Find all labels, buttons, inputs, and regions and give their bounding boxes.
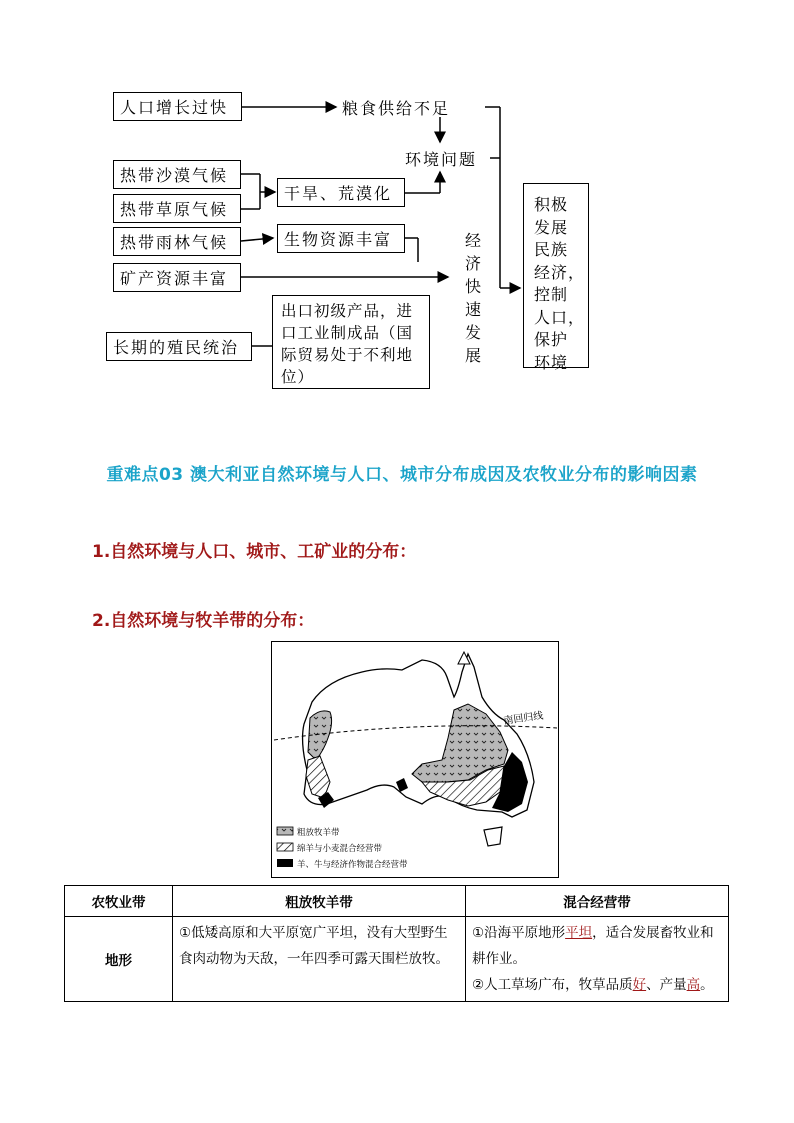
legend-extensive: 粗放牧羊带 — [297, 828, 340, 838]
agriculture-table — [64, 885, 729, 1002]
flow-box-mineral-resources: 矿产资源丰富 — [113, 263, 241, 292]
flow-box-biological-resources: 生物资源丰富 — [277, 224, 405, 253]
flow-text-environment-problems: 环境问题 — [405, 150, 478, 169]
section-title — [72, 453, 732, 497]
flow-text-rapid-economic-growth: 经济快速发展 — [464, 231, 481, 365]
australia-sheep-belt-map — [271, 641, 559, 878]
header-mixed: 混合经营带 — [466, 886, 729, 917]
flow-box-rainforest-climate: 热带雨林气候 — [113, 227, 241, 256]
header-extensive: 粗放牧羊带 — [173, 886, 466, 917]
table-header-row — [65, 886, 729, 917]
australia-map-svg — [272, 642, 557, 876]
flow-text-food-shortage: 粮食供给不足 — [342, 99, 451, 118]
flow-box-goal: 积极 发展 民族 经济， 控制 人口， 保护 环境 — [523, 183, 589, 368]
flow-box-colonial-rule: 长期的殖民统治 — [106, 332, 252, 361]
flow-box-desert-climate: 热带沙漠气候 — [113, 160, 241, 189]
mixed-point-1: ①沿海平原地形平坦，适合发展畜牧业和耕作业。 — [472, 925, 714, 967]
cell-extensive-terrain: ①低矮高原和大平原宽广平坦，没有大型野生食肉动物为天敌，一年四季可露天围栏放牧。 — [173, 917, 466, 1002]
tasmania — [484, 827, 502, 846]
flow-box-population-growth: 人口增长过快 — [113, 92, 242, 121]
mixed-point-2: ②人工草场广布，牧草品质好、产量高。 — [472, 977, 714, 993]
map-legend — [277, 827, 408, 870]
section-title-text: 重难点03 澳大利亚自然环境与人口、城市分布成因及农牧业分布的影响因素 — [106, 465, 698, 485]
table-row-terrain — [65, 917, 729, 1002]
flow-box-trade-disadvantage: 出口初级产品，进口工业制成品（国际贸易处于不利地位） — [272, 295, 430, 389]
header-belt: 农牧业带 — [65, 886, 173, 917]
cell-mixed-terrain — [466, 917, 729, 1002]
flow-box-savanna-climate: 热带草原气候 — [113, 194, 241, 223]
item-2-heading: 2.自然环境与牧羊带的分布： — [92, 611, 315, 631]
legend-wheat-sheep: 绵羊与小麦混合经营带 — [297, 844, 383, 854]
row-label-terrain: 地形 — [65, 917, 173, 1002]
flow-box-drought-desertification: 干旱、荒漠化 — [277, 178, 405, 207]
item-1-heading: 1.自然环境与人口、城市、工矿业的分布： — [92, 542, 417, 562]
legend-mixed-crop: 羊、牛与经济作物混合经营带 — [297, 860, 408, 870]
tropic-label: 南回归线 — [502, 710, 545, 727]
